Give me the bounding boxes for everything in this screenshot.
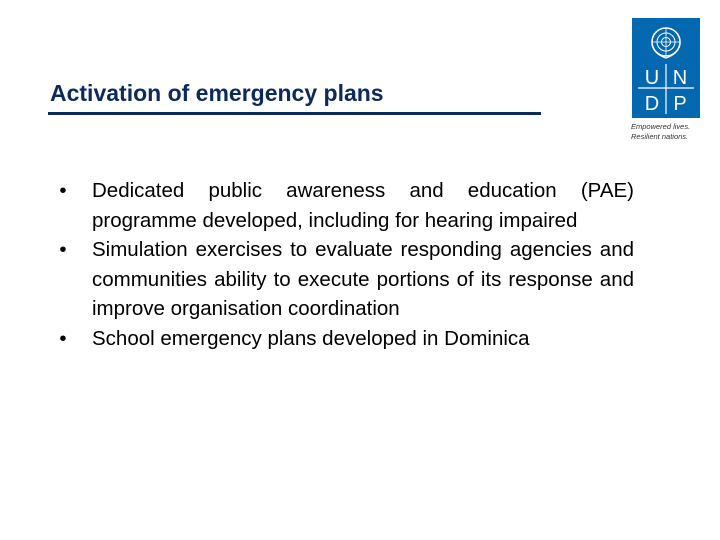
bullet-marker: • (59, 238, 67, 261)
bullet-marker: • (59, 179, 67, 202)
tagline-line-2: Resilient nations. (631, 132, 689, 141)
bullet-list (58, 176, 634, 353)
logo-letter-n: N (672, 67, 688, 89)
bullet-text: Dedicated public awareness and education (PAE) programme developed, including for hearing impaired (92, 179, 634, 232)
bullet-item (58, 235, 634, 324)
bullet-marker: • (59, 326, 67, 350)
title-underline (48, 112, 541, 115)
tagline-line-1: Empowered lives. (631, 122, 691, 131)
bullet-text: School emergency plans developed in Dominica (92, 326, 530, 350)
logo-letter-u: U (644, 67, 660, 89)
bullet-item (58, 176, 634, 235)
bullet-item (58, 324, 634, 354)
logo-letter-p: P (673, 93, 687, 115)
logo-tagline (631, 122, 707, 142)
slide-title: Activation of emergency plans (50, 80, 384, 106)
logo-letter-d: D (644, 93, 660, 115)
undp-logo (632, 18, 700, 118)
bullet-text: Simulation exercises to evaluate responding agencies and communities ability to execute portions of its response and improve organisation coordination (92, 238, 634, 320)
